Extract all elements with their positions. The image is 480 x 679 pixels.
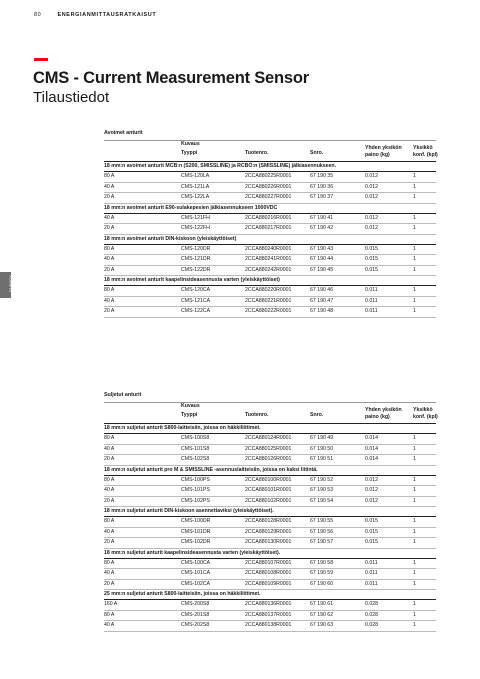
- rating-cell: 80 A: [104, 476, 115, 483]
- rating-cell: 160 A: [104, 601, 118, 607]
- product-group: [104, 466, 436, 508]
- product-no-cell: 2CCA880108R0001: [245, 570, 292, 576]
- column-tyyppi: Tyyppi: [181, 412, 198, 418]
- snro-cell: 67 190 53: [310, 487, 334, 493]
- snro-cell: 67 190 49: [310, 435, 334, 441]
- table-row: [104, 538, 436, 549]
- column-yksikko: Yksikkö konf. (kpl): [413, 407, 438, 420]
- unit-cell: 1: [413, 611, 416, 618]
- product-no-cell: 2CCA880226R0001: [245, 183, 292, 190]
- product-no-cell: 2CCA880241R0001: [245, 256, 292, 262]
- weight-cell: 0.012: [365, 476, 378, 483]
- product-no-cell: 2CCA880220R0001: [245, 287, 292, 293]
- rating-cell: 40 A: [104, 214, 115, 221]
- section-title: Avoimet anturit: [104, 130, 436, 141]
- group-title: 18 mm:n suljetut anturit kaapelinsideasennusta varten (yleiskäyttöiset).: [104, 549, 436, 559]
- rating-cell: 40 A: [104, 297, 115, 304]
- type-cell: CMS-100CA: [181, 559, 211, 566]
- type-cell: CMS-121LA: [181, 183, 210, 190]
- column-header: [104, 403, 436, 424]
- product-no-cell: 2CCA880137R0001: [245, 611, 292, 618]
- weight-cell: 0.011: [365, 559, 378, 566]
- section-open-sensors: [104, 130, 436, 318]
- running-title: ENERGIANMITTAUSRATKAISUT: [57, 12, 157, 18]
- snro-cell: 67 190 63: [310, 622, 334, 628]
- unit-cell: 1: [413, 225, 416, 231]
- table-row: [104, 455, 436, 466]
- table-row: [104, 307, 436, 318]
- table-row: [104, 445, 436, 456]
- type-cell: CMS-120LA: [181, 173, 210, 179]
- product-group: [104, 590, 436, 632]
- snro-cell: 67 190 44: [310, 256, 334, 262]
- table-row: [104, 569, 436, 580]
- product-no-cell: 2CCA880130R0001: [245, 539, 292, 545]
- product-group: [104, 424, 436, 466]
- type-cell: CMS-102DR: [181, 539, 211, 545]
- column-tuotenro: Tuotenro.: [245, 150, 269, 156]
- unit-cell: 1: [413, 528, 416, 535]
- rating-cell: 80 A: [104, 245, 115, 252]
- type-cell: CMS-102S8: [181, 456, 210, 462]
- group-title: 18 mm:n suljetut anturit S800-laitteisiin, joissa on häkkiliittimet.: [104, 424, 436, 434]
- table-row: [104, 476, 436, 487]
- unit-cell: 1: [413, 539, 416, 545]
- rating-cell: 20 A: [104, 194, 115, 200]
- snro-cell: 67 190 62: [310, 611, 334, 618]
- type-cell: CMS-122LA: [181, 194, 210, 200]
- unit-cell: 1: [413, 445, 416, 452]
- table-row: [104, 255, 436, 266]
- type-cell: CMS-101PS: [181, 487, 210, 493]
- product-no-cell: 2CCA880125R0001: [245, 445, 292, 452]
- snro-cell: 67 190 35: [310, 173, 334, 179]
- table-row: [104, 245, 436, 256]
- column-kuvaus: Kuvaus: [181, 141, 200, 147]
- weight-cell: 0.015: [365, 518, 378, 524]
- unit-cell: 1: [413, 266, 416, 273]
- rating-cell: 80 A: [104, 518, 115, 524]
- rating-cell: 40 A: [104, 445, 115, 452]
- table-row: [104, 559, 436, 570]
- unit-cell: 1: [413, 214, 416, 221]
- table-row: [104, 528, 436, 539]
- unit-cell: 1: [413, 194, 416, 200]
- column-paino: Yhden yksikön paino (kg): [365, 407, 402, 420]
- weight-cell: 0.011: [365, 297, 378, 304]
- snro-cell: 67 190 55: [310, 518, 334, 524]
- table-row: [104, 183, 436, 194]
- type-cell: CMS-121DR: [181, 256, 211, 262]
- page-title: CMS - Current Measurement Sensor: [33, 69, 309, 87]
- rating-cell: 40 A: [104, 183, 115, 190]
- unit-cell: 1: [413, 497, 416, 504]
- snro-cell: 67 190 50: [310, 445, 334, 452]
- running-header: [34, 12, 156, 18]
- snro-cell: 67 190 52: [310, 476, 334, 483]
- table-row: [104, 286, 436, 297]
- rating-cell: 40 A: [104, 622, 115, 628]
- product-no-cell: 2CCA880101R0001: [245, 487, 292, 493]
- table-row: [104, 214, 436, 225]
- snro-cell: 67 190 54: [310, 497, 334, 504]
- product-group: [104, 507, 436, 549]
- group-title: 18 mm:n suljetut anturit DIN-kiskoon asennettaviksi (yleiskäyttöiset).: [104, 507, 436, 517]
- weight-cell: 0.012: [365, 497, 378, 504]
- unit-cell: 1: [413, 622, 416, 628]
- weight-cell: 0.012: [365, 225, 378, 231]
- unit-cell: 1: [413, 256, 416, 262]
- snro-cell: 67 190 41: [310, 214, 334, 221]
- side-tab: [0, 272, 11, 298]
- weight-cell: 0.015: [365, 266, 378, 273]
- weight-cell: 0.028: [365, 601, 378, 607]
- product-no-cell: 2CCA880128R0001: [245, 518, 292, 524]
- snro-cell: 67 190 43: [310, 245, 334, 252]
- snro-cell: 67 190 36: [310, 183, 334, 190]
- product-no-cell: 2CCA880138R0001: [245, 622, 292, 628]
- weight-cell: 0.011: [365, 287, 378, 293]
- product-group: [104, 235, 436, 277]
- table-row: [104, 497, 436, 508]
- type-cell: CMS-121CA: [181, 297, 211, 304]
- type-cell: CMS-202S8: [181, 622, 210, 628]
- table-row: [104, 172, 436, 183]
- product-group: [104, 276, 436, 318]
- product-no-cell: 2CCA880242R0001: [245, 266, 292, 273]
- unit-cell: 1: [413, 476, 416, 483]
- weight-cell: 0.015: [365, 528, 378, 535]
- snro-cell: 67 190 42: [310, 225, 334, 231]
- type-cell: CMS-100DR: [181, 518, 211, 524]
- rating-cell: 40 A: [104, 256, 115, 262]
- snro-cell: 67 190 61: [310, 601, 334, 607]
- table-row: [104, 486, 436, 497]
- rating-cell: 20 A: [104, 539, 115, 545]
- rating-cell: 40 A: [104, 487, 115, 493]
- product-no-cell: 2CCA880225R0001: [245, 173, 292, 179]
- type-cell: CMS-201S8: [181, 611, 210, 618]
- unit-cell: 1: [413, 297, 416, 304]
- group-title: 18 mm:n avoimet anturit DIN-kiskoon (yleiskäyttöiset): [104, 235, 436, 245]
- weight-cell: 0.014: [365, 456, 378, 462]
- type-cell: CMS-100PS: [181, 476, 210, 483]
- product-no-cell: 2CCA880129R0001: [245, 528, 292, 535]
- snro-cell: 67 190 59: [310, 570, 334, 576]
- product-no-cell: 2CCA880222R0001: [245, 308, 292, 314]
- type-cell: CMS-101CA: [181, 570, 211, 576]
- weight-cell: 0.015: [365, 245, 378, 252]
- column-tuotenro: Tuotenro.: [245, 412, 269, 418]
- snro-cell: 67 190 45: [310, 266, 334, 273]
- unit-cell: 1: [413, 487, 416, 493]
- rating-cell: 20 A: [104, 456, 115, 462]
- page-number: 80: [34, 12, 42, 18]
- unit-cell: 1: [413, 559, 416, 566]
- type-cell: CMS-200S8: [181, 601, 210, 607]
- type-cell: CMS-120CA: [181, 287, 211, 293]
- product-no-cell: 2CCA880240R0001: [245, 245, 292, 252]
- unit-cell: 1: [413, 518, 416, 524]
- rating-cell: 80 A: [104, 559, 115, 566]
- table-row: [104, 434, 436, 445]
- rating-cell: 80 A: [104, 611, 115, 618]
- unit-cell: 1: [413, 245, 416, 252]
- weight-cell: 0.012: [365, 487, 378, 493]
- page-subtitle: Tilaustiedot: [33, 89, 110, 106]
- snro-cell: 67 190 37: [310, 194, 334, 200]
- column-paino: Yhden yksikön paino (kg): [365, 145, 402, 158]
- unit-cell: 1: [413, 183, 416, 190]
- rating-cell: 20 A: [104, 497, 115, 504]
- type-cell: CMS-101S8: [181, 445, 210, 452]
- unit-cell: 1: [413, 580, 416, 587]
- product-group: [104, 162, 436, 204]
- section-title: Suljetut anturit: [104, 392, 436, 403]
- unit-cell: 1: [413, 456, 416, 462]
- side-tab-label: ENERGY: [7, 275, 13, 292]
- snro-cell: 67 190 57: [310, 539, 334, 545]
- group-title: 18 mm:n avoimet anturit E90-sulakepesien jälkiasennukseen 1000VDC: [104, 204, 436, 214]
- column-kuvaus: Kuvaus: [181, 403, 200, 409]
- table-row: [104, 621, 436, 632]
- rating-cell: 40 A: [104, 528, 115, 535]
- product-no-cell: 2CCA880109R0001: [245, 580, 292, 587]
- type-cell: CMS-100S8: [181, 435, 210, 441]
- unit-cell: 1: [413, 601, 416, 607]
- rating-cell: 40 A: [104, 570, 115, 576]
- snro-cell: 67 190 60: [310, 580, 334, 587]
- unit-cell: 1: [413, 287, 416, 293]
- type-cell: CMS-122FH: [181, 225, 210, 231]
- type-cell: CMS-121FH: [181, 214, 210, 221]
- weight-cell: 0.011: [365, 580, 378, 587]
- group-title: 18 mm:n suljetut anturit pro M & SMISSLINE -asennuslaitteisiin, joissa on kaksi liitintä.: [104, 466, 436, 476]
- weight-cell: 0.011: [365, 570, 378, 576]
- table-row: [104, 600, 436, 611]
- snro-cell: 67 190 47: [310, 297, 334, 304]
- table-row: [104, 224, 436, 235]
- rating-cell: 20 A: [104, 266, 115, 273]
- column-tyyppi: Tyyppi: [181, 150, 198, 156]
- weight-cell: 0.012: [365, 183, 378, 190]
- product-no-cell: 2CCA880124R0001: [245, 435, 292, 441]
- weight-cell: 0.012: [365, 173, 378, 179]
- group-title: 18 mm:n avoimet anturit MCB:n (S200, SMISSLINE) ja RCBO:n (SMISSLINE) jälkiasennukseen.: [104, 162, 436, 172]
- product-no-cell: 2CCA880216R0001: [245, 214, 292, 221]
- rating-cell: 80 A: [104, 287, 115, 293]
- product-no-cell: 2CCA880136R0001: [245, 601, 292, 607]
- table-row: [104, 193, 436, 204]
- unit-cell: 1: [413, 570, 416, 576]
- table-row: [104, 517, 436, 528]
- unit-cell: 1: [413, 308, 416, 314]
- weight-cell: 0.028: [365, 622, 378, 628]
- unit-cell: 1: [413, 435, 416, 441]
- column-snro: Snro.: [310, 150, 324, 156]
- column-snro: Snro.: [310, 412, 324, 418]
- product-no-cell: 2CCA880221R0001: [245, 297, 292, 304]
- rating-cell: 80 A: [104, 173, 115, 179]
- product-no-cell: 2CCA880102R0001: [245, 497, 292, 504]
- type-cell: CMS-122DR: [181, 266, 211, 273]
- snro-cell: 67 190 58: [310, 559, 334, 566]
- table-row: [104, 580, 436, 591]
- rating-cell: 20 A: [104, 580, 115, 587]
- type-cell: CMS-101DR: [181, 528, 211, 535]
- product-no-cell: 2CCA880126R0001: [245, 456, 292, 462]
- group-title: 25 mm:n suljetut anturit S800-laitteisiin, joissa on häkkiliittimet.: [104, 590, 436, 600]
- product-group: [104, 204, 436, 235]
- rating-cell: 20 A: [104, 308, 115, 314]
- table-row: [104, 297, 436, 308]
- type-cell: CMS-102CA: [181, 580, 211, 587]
- product-no-cell: 2CCA880100R0001: [245, 476, 292, 483]
- weight-cell: 0.015: [365, 256, 378, 262]
- column-header: [104, 141, 436, 162]
- snro-cell: 67 190 48: [310, 308, 334, 314]
- rating-cell: 80 A: [104, 435, 115, 441]
- weight-cell: 0.015: [365, 539, 378, 545]
- type-cell: CMS-122CA: [181, 308, 211, 314]
- type-cell: CMS-102PS: [181, 497, 210, 504]
- snro-cell: 67 190 56: [310, 528, 334, 535]
- product-no-cell: 2CCA880227R0001: [245, 194, 292, 200]
- table-row: [104, 266, 436, 277]
- rating-cell: 20 A: [104, 225, 115, 231]
- snro-cell: 67 190 46: [310, 287, 334, 293]
- weight-cell: 0.011: [365, 308, 378, 314]
- weight-cell: 0.012: [365, 194, 378, 200]
- unit-cell: 1: [413, 173, 416, 179]
- weight-cell: 0.012: [365, 214, 378, 221]
- weight-cell: 0.014: [365, 435, 378, 441]
- weight-cell: 0.028: [365, 611, 378, 618]
- product-no-cell: 2CCA880107R0001: [245, 559, 292, 566]
- group-title: 18 mm:n avoimet anturit kaapelinsideasennusta varten (yleiskäyttöiset): [104, 276, 436, 286]
- snro-cell: 67 190 51: [310, 456, 334, 462]
- accent-bar: [34, 58, 48, 61]
- column-yksikko: Yksikkö konf. (kpl): [413, 145, 438, 158]
- product-no-cell: 2CCA880217R0001: [245, 225, 292, 231]
- weight-cell: 0.014: [365, 445, 378, 452]
- product-group: [104, 549, 436, 591]
- table-row: [104, 611, 436, 622]
- section-closed-sensors: [104, 392, 436, 632]
- type-cell: CMS-120DR: [181, 245, 211, 252]
